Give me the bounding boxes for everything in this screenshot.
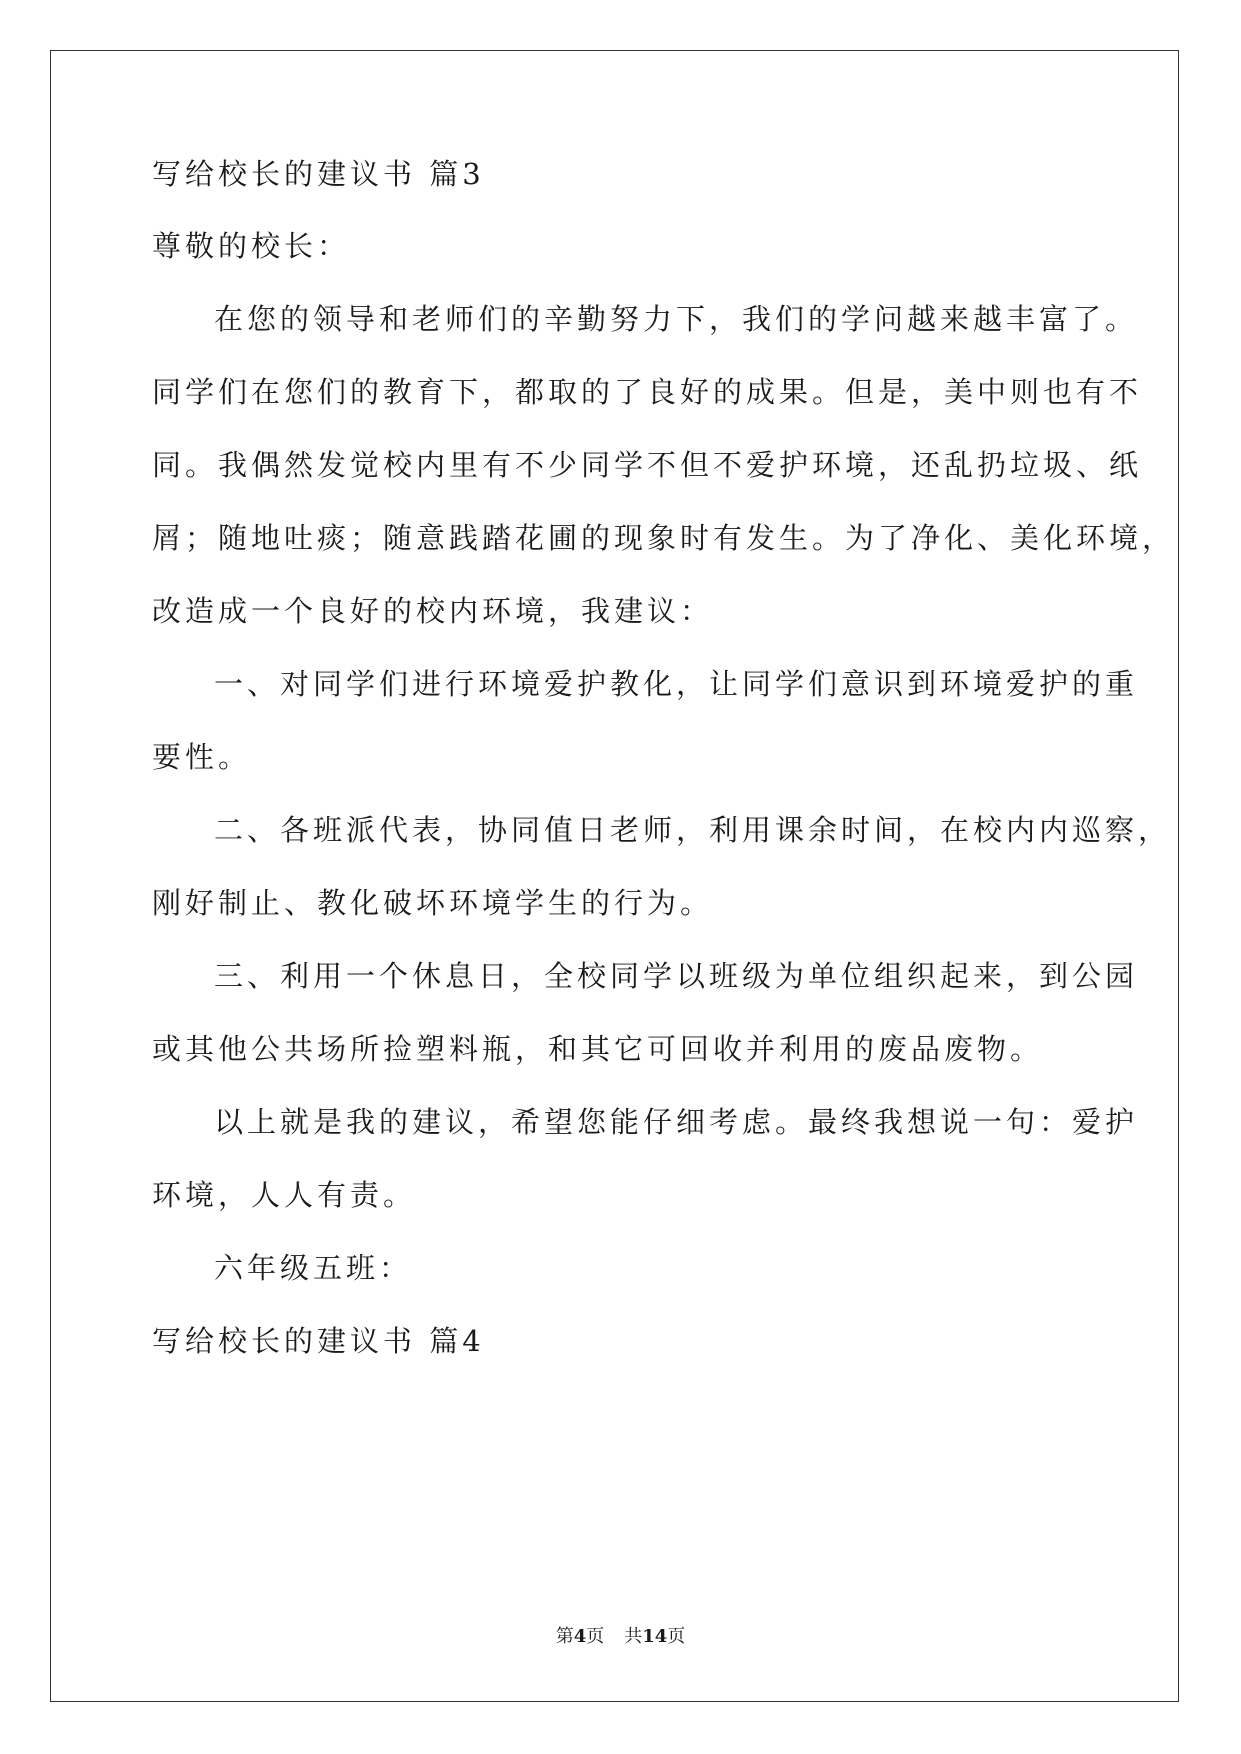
paragraph-line: 同。我偶然发觉校内里有不少同学不但不爱护环境，还乱扔垃圾、纸 bbox=[152, 448, 1143, 482]
paragraph-line: 在您的领导和老师们的辛勤努力下，我们的学问越来越丰富了。 bbox=[214, 302, 1139, 336]
paragraph-line: 改造成一个良好的校内环境，我建议： bbox=[152, 594, 714, 628]
footer-total-suffix: 页 bbox=[667, 1626, 686, 1647]
suggestion-1-line: 一、对同学们进行环境爱护教化，让同学们意识到环境爱护的重 bbox=[214, 667, 1139, 701]
suggestion-3-line: 三、利用一个休息日，全校同学以班级为单位组织起来，到公园 bbox=[214, 959, 1139, 993]
closing-line: 以上就是我的建议，希望您能仔细考虑。最终我想说一句：爱护 bbox=[214, 1105, 1139, 1139]
footer-page-number: 4 bbox=[573, 1626, 587, 1647]
paragraph-line: 同学们在您们的教育下，都取的了良好的成果。但是，美中则也有不 bbox=[152, 375, 1143, 409]
closing-line: 环境，人人有责。 bbox=[152, 1178, 417, 1212]
footer-page-prefix: 第 bbox=[555, 1626, 574, 1647]
salutation: 尊敬的校长： bbox=[152, 229, 351, 263]
page-frame bbox=[50, 50, 1179, 1702]
footer-page-suffix: 页 bbox=[586, 1626, 605, 1647]
section-heading-3: 写给校长的建议书 篇3 bbox=[152, 157, 485, 191]
signature: 六年级五班： bbox=[214, 1251, 413, 1285]
suggestion-1-line: 要性。 bbox=[152, 740, 252, 774]
suggestion-2-line: 刚好制止、教化破坏环境学生的行为。 bbox=[152, 886, 714, 920]
suggestion-2-line: 二、各班派代表，协同值日老师，利用课余时间，在校内内巡察， bbox=[214, 813, 1172, 847]
section-heading-4: 写给校长的建议书 篇4 bbox=[152, 1324, 485, 1358]
page-footer bbox=[0, 1625, 1241, 1649]
suggestion-3-line: 或其他公共场所捡塑料瓶，和其它可回收并利用的废品废物。 bbox=[152, 1032, 1044, 1066]
paragraph-line: 屑；随地吐痰；随意践踏花圃的现象时有发生。为了净化、美化环境， bbox=[152, 521, 1176, 555]
footer-total-prefix: 共 bbox=[624, 1626, 643, 1647]
footer-total-pages: 14 bbox=[642, 1626, 668, 1647]
